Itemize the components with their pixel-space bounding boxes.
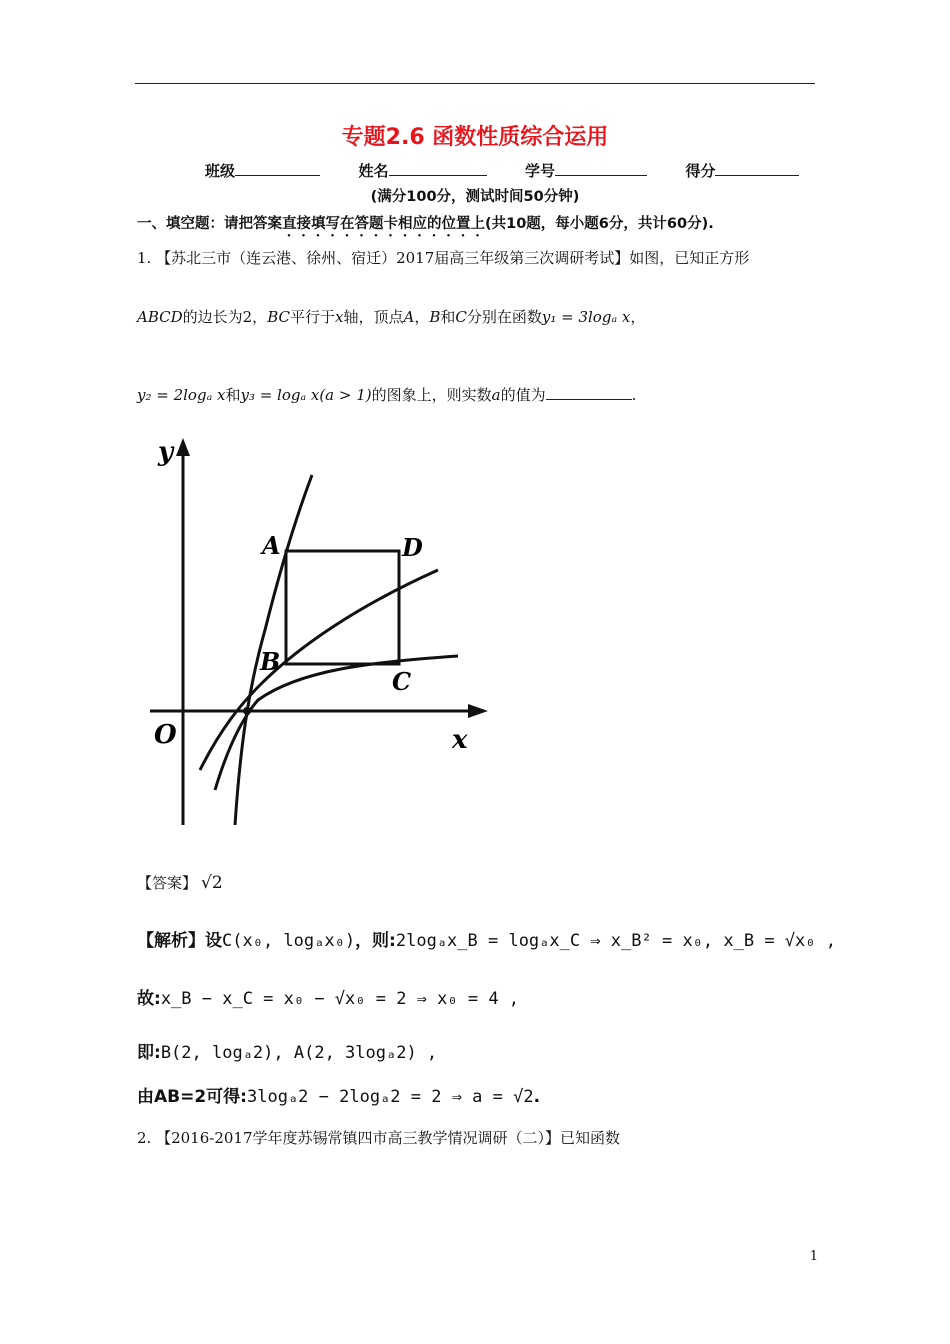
y-axis-label: y	[158, 437, 174, 467]
section-prefix: 一、填空题：请把答案	[137, 216, 282, 232]
name-label: 姓名	[358, 162, 389, 180]
q1-function-y1: y₁ = 3logₐ x	[541, 308, 631, 326]
solution-line1	[137, 926, 836, 951]
solution-text: 由AB=2可得:	[137, 1087, 247, 1107]
q1-math: x	[334, 308, 344, 326]
q1-line2	[137, 307, 645, 327]
answer-blank[interactable]	[546, 387, 632, 400]
answer-row	[137, 872, 223, 893]
q1-math: C	[455, 308, 467, 326]
score-field[interactable]	[715, 161, 799, 176]
header-rule	[135, 83, 815, 84]
solution-text: 故:	[137, 989, 161, 1009]
score-label: 得分	[685, 162, 716, 180]
solution-line2	[137, 984, 519, 1009]
solution-line4	[137, 1082, 540, 1107]
page-title: 专题2.6 函数性质综合运用	[341, 125, 609, 150]
solution-line3	[137, 1038, 437, 1063]
q1-text: 和	[225, 386, 241, 404]
x-axis-arrow	[468, 704, 488, 718]
page-number: 1	[809, 1249, 818, 1264]
origin-label: O	[154, 720, 177, 750]
solution-text: .	[533, 1087, 541, 1107]
q1-text: 轴，顶点	[343, 308, 404, 326]
q1-line3	[137, 385, 636, 405]
x-axis-label: x	[452, 725, 468, 755]
q1-math: A	[403, 308, 415, 326]
q1-text: ，	[414, 308, 430, 326]
q1-text: 的图象上，则实数	[371, 386, 492, 404]
q1-function-y3: y₃ = logₐ x(a > 1)	[240, 386, 372, 404]
y-axis-arrow	[176, 438, 190, 456]
id-label: 学号	[524, 162, 555, 180]
q1-text: 的边长为2，	[182, 308, 268, 326]
answer-value: √2	[201, 873, 223, 893]
q2-line: 2. 【2016-2017学年度苏锡常镇四市高三教学情况调研（二）】已知函数	[137, 1129, 620, 1147]
full-marks-note: (满分100分，测试时间50分钟)	[370, 189, 580, 205]
section-suffix: (共10题，每小题6分，共计60分).	[485, 216, 714, 232]
point-d-label: D	[402, 533, 423, 562]
q1-text: .	[631, 386, 637, 404]
id-field[interactable]	[555, 161, 647, 176]
log-graph-figure	[140, 430, 500, 830]
q1-math: BC	[267, 308, 290, 326]
q1-square-name: ABCD	[137, 308, 183, 326]
intersection-point	[243, 707, 251, 715]
curve-y3	[215, 656, 458, 790]
section-heading	[137, 212, 714, 240]
solution-math: x_B − x_C = x₀ − √x₀ = 2 ⇒ x₀ = 4 ,	[160, 989, 520, 1009]
solution-label: 【解析】设	[137, 931, 222, 951]
q1-math: B	[429, 308, 441, 326]
class-label: 班级	[205, 162, 236, 180]
class-field[interactable]	[235, 161, 320, 176]
q1-math: a	[491, 386, 501, 404]
answer-label: 【答案】	[137, 874, 198, 892]
point-b-label: B	[260, 647, 281, 676]
q1-text: 平行于	[289, 308, 335, 326]
solution-math: 3logₐ2 − 2logₐ2 = 2 ⇒ a = √2	[247, 1087, 534, 1107]
q1-line1: 1. 【苏北三市（连云港、徐州、宿迁）2017届高三年级第三次调研考试】如图，已知正方形	[137, 249, 750, 267]
solution-math: B(2, logₐ2), A(2, 3logₐ2) ,	[160, 1043, 438, 1063]
q1-text: ，	[630, 308, 646, 326]
student-info-row	[205, 160, 799, 181]
name-field[interactable]	[389, 161, 487, 176]
solution-math: C(x₀, logₐx₀)	[222, 931, 356, 951]
section-emphasis: 直接填写在答题卡相应的位置上	[282, 216, 485, 232]
q1-text: 和	[440, 308, 456, 326]
point-c-label: C	[392, 667, 412, 696]
point-a-label: A	[262, 531, 281, 560]
q1-text: 分别在函数	[466, 308, 542, 326]
solution-text: 即:	[137, 1043, 161, 1063]
q1-function-y2: y₂ = 2logₐ x	[137, 386, 226, 404]
solution-math: 2logₐx_B = logₐx_C ⇒ x_B² = x₀, x_B = √x₀ ,	[395, 931, 836, 951]
solution-text: ，则:	[355, 931, 396, 951]
q1-text: 的值为	[500, 386, 546, 404]
